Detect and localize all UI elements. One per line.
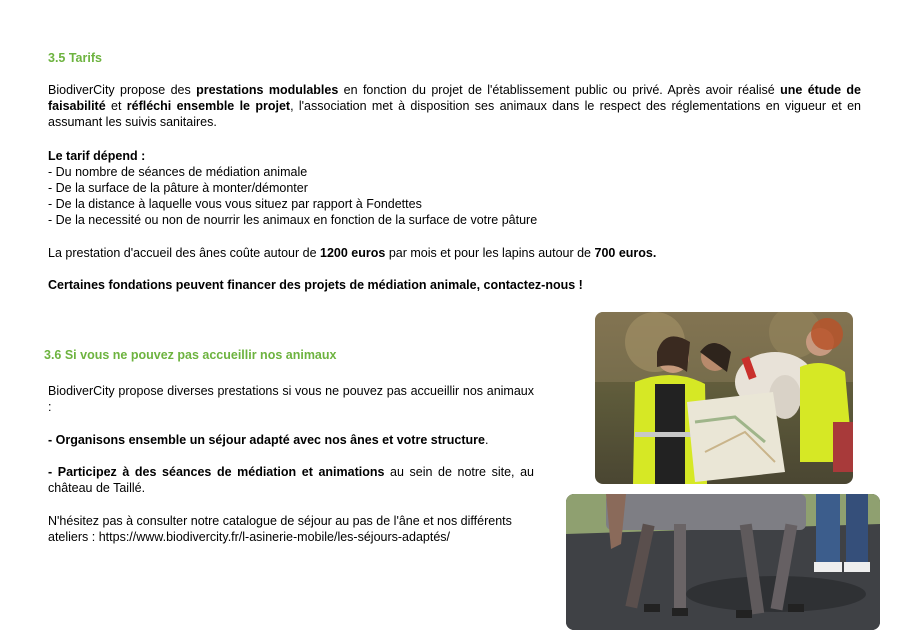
catalogue-paragraph: N'hésitez pas à consulter notre catalogue de séjour au pas de l'âne et nos différents ateliers : https://www.biodivercity.fr/l-asinerie-mobile/les-séjours-adaptés/: [48, 514, 512, 544]
tarif-depend-label: Le tarif dépend :: [48, 149, 146, 163]
photo-mediation-donkey-map: [595, 312, 853, 484]
bold-run: - Organisons ensemble un séjour adapté avec nos ânes et votre structure: [48, 433, 485, 447]
list-item: - De la distance à laquelle vous vous situez par rapport à Fondettes: [48, 197, 422, 211]
list-item: - De la necessité ou non de nourrir les animaux en fonction de la surface de votre pâture: [48, 213, 538, 227]
text-run: et: [105, 99, 127, 113]
bold-run: prestations modulables: [196, 83, 339, 97]
bold-run: - Participez à des séances de médiation et animations: [48, 465, 385, 479]
tarifs-intro-paragraph: [48, 82, 861, 130]
photo-mediation-illustration: [595, 312, 853, 484]
price-paragraph: [48, 245, 656, 261]
list-item: - Du nombre de séances de médiation animale: [48, 165, 308, 179]
list-item: - De la surface de la pâture à monter/démonter: [48, 181, 308, 195]
section-heading-alternatives: 3.6 Si vous ne pouvez pas accueillir nos animaux: [44, 348, 337, 362]
section-heading-tarifs: 3.5 Tarifs: [48, 51, 102, 65]
alternative-item-sejour: [48, 432, 534, 448]
photo-donkey-walking: [566, 494, 880, 630]
tarif-factors-list: [48, 164, 537, 228]
alternative-item-mediation: [48, 464, 534, 496]
text-run: .: [484, 433, 489, 447]
text-run: au sein de notre site, au château de Taillé.: [48, 465, 534, 495]
bold-run: une étude de faisabilité: [48, 83, 861, 113]
price-donkeys: 1200 euros: [320, 246, 386, 260]
foundations-note: Certaines fondations peuvent financer des projets de médiation animale, contactez-nous !: [48, 278, 583, 292]
text-run: La prestation d'accueil des ânes coûte autour de: [48, 246, 321, 260]
photo-donkey-illustration: [566, 494, 880, 630]
bold-run: réfléchi ensemble le projet: [126, 99, 291, 113]
text-run: en fonction du projet de l'établissement public ou privé. Après avoir réalisé: [338, 83, 781, 97]
alternatives-intro: BiodiverCity propose diverses prestations si vous ne pouvez pas accueillir nos animaux :: [48, 384, 534, 414]
text-run: , l'association met à disposition ses animaux dans le respect des réglementations en vigueur et en assumant les suivis sanitaires.: [48, 99, 862, 129]
text-run: BiodiverCity propose des: [48, 83, 197, 97]
text-run: par mois et pour les lapins autour de: [385, 246, 595, 260]
price-rabbits: 700 euros.: [594, 246, 657, 260]
